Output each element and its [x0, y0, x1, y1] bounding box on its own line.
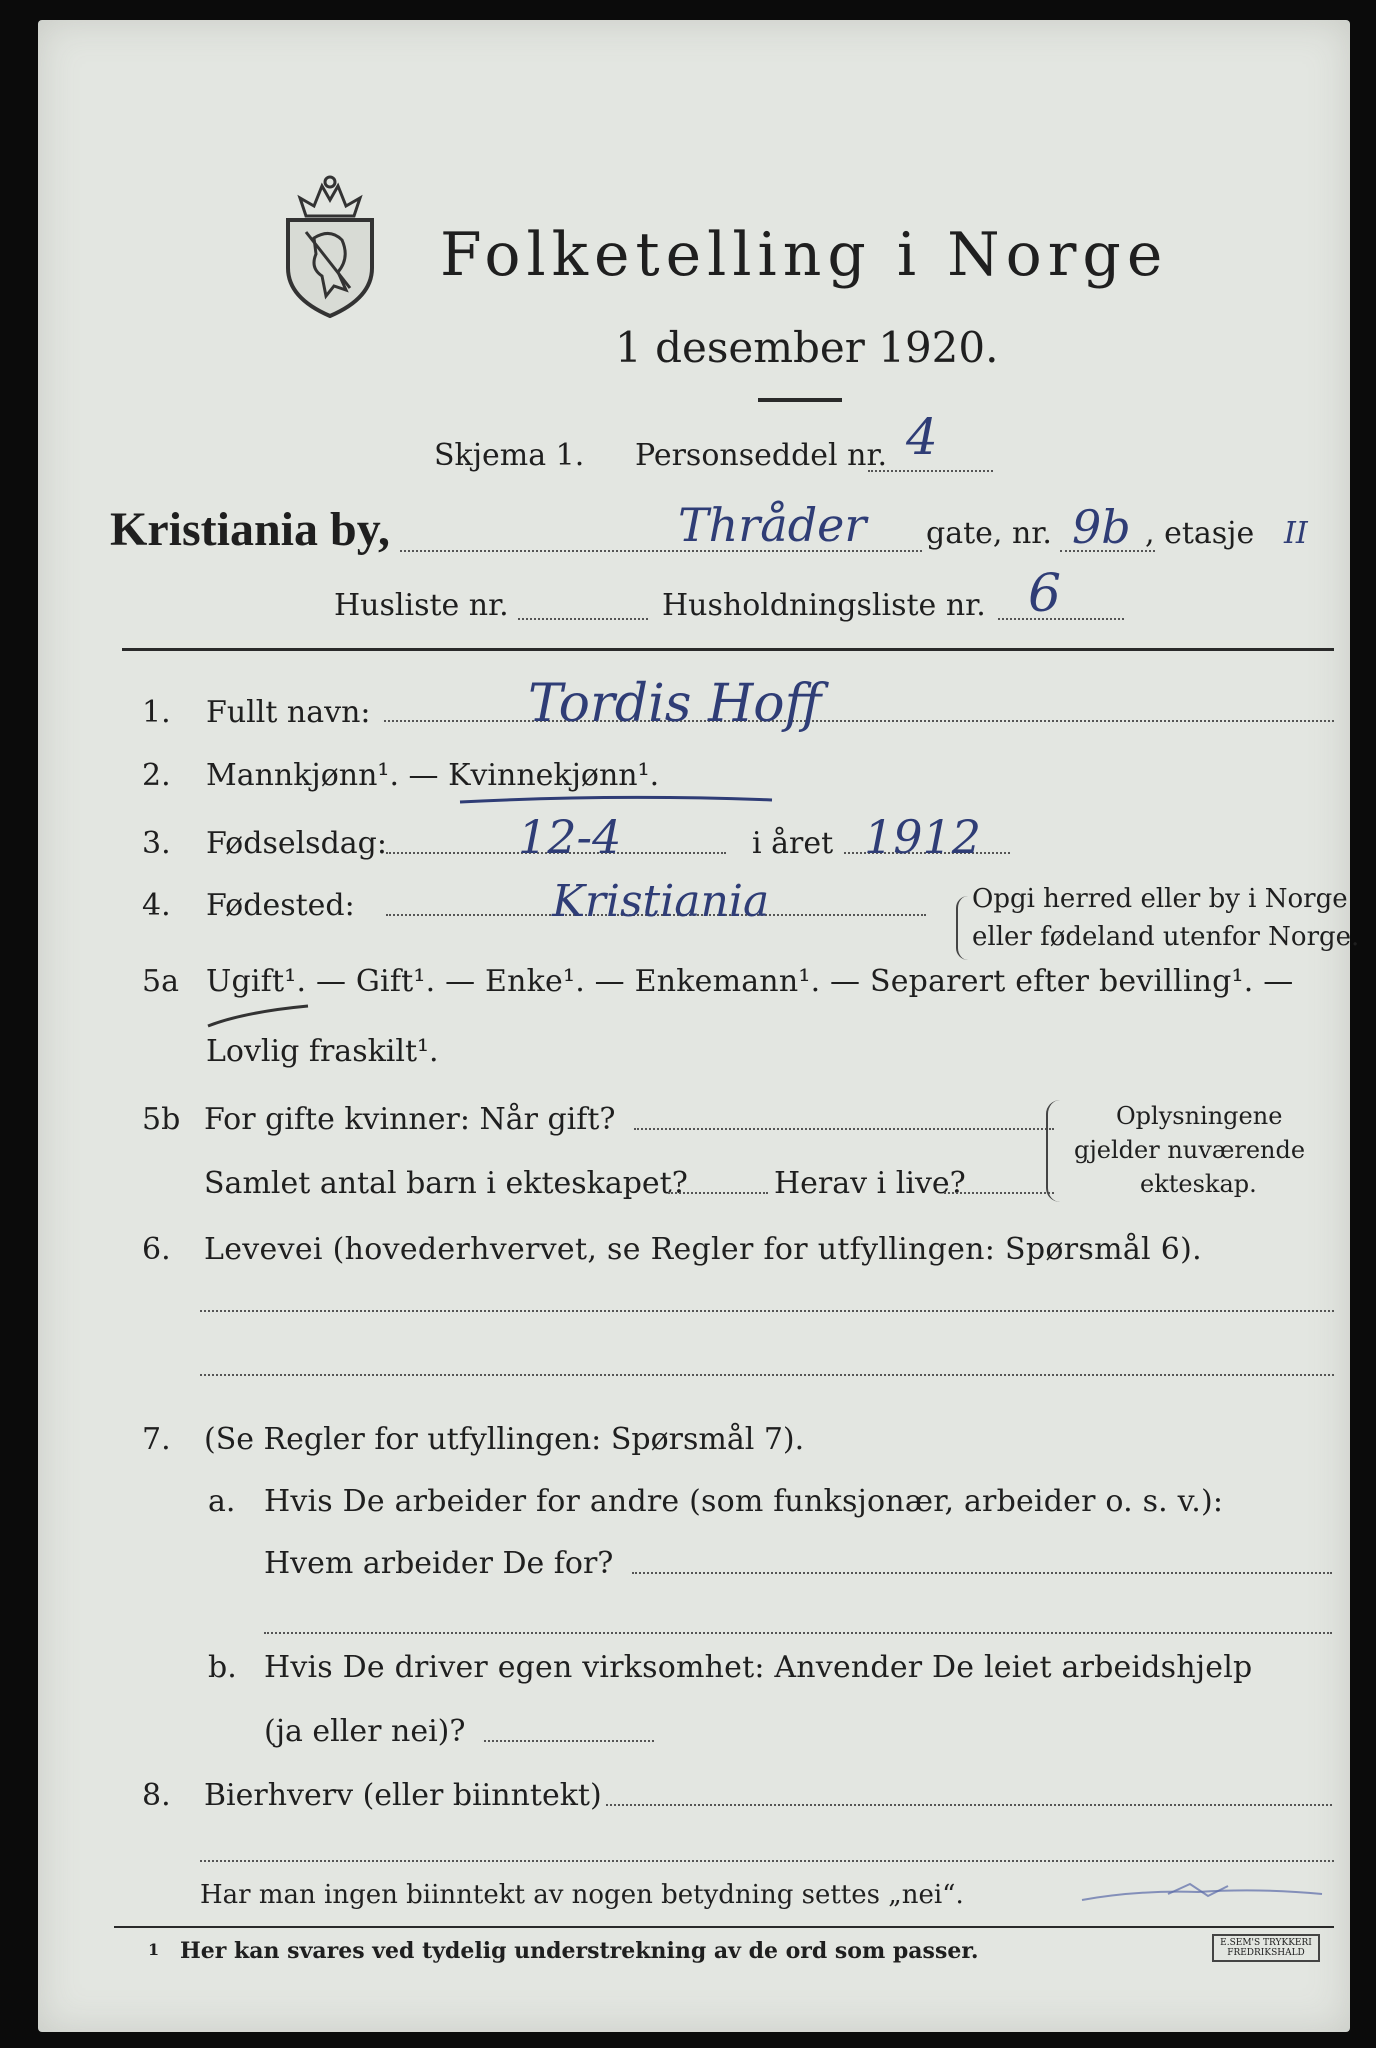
q7a-number: a.: [208, 1484, 236, 1519]
q5b-note-1: Oplysningene: [1116, 1102, 1283, 1130]
husliste-label: Husliste nr.: [334, 588, 509, 623]
q4-note-2: eller fødeland utenfor Norge.: [972, 922, 1360, 952]
q7b-line-2: (ja eller nei)?: [264, 1714, 466, 1749]
q5b-line-1: For gifte kvinner: Når gift?: [204, 1102, 616, 1137]
q3-label: Fødselsdag:: [206, 826, 387, 861]
coat-of-arms-icon: [276, 168, 384, 320]
q3-number: 3.: [142, 826, 171, 861]
q7b-answer-line: [484, 1740, 654, 1742]
q1-line: [384, 720, 1334, 722]
q8-line-2: [200, 1860, 1334, 1862]
husliste-line: [518, 618, 648, 620]
footnote-text: Her kan svares ved tydelig understrekning av de ord som passer.: [180, 1938, 979, 1964]
q6-number: 6.: [142, 1232, 171, 1267]
form-label: Skjema 1.: [434, 438, 585, 473]
section-divider: [122, 648, 1334, 651]
husholdning-value: 6: [1028, 564, 1062, 624]
gate-label: gate, nr.: [926, 516, 1052, 551]
footer-note: Har man ingen biinntekt av nogen betydning settes „nei“.: [200, 1880, 964, 1910]
q6-line-1: [200, 1310, 1334, 1312]
census-date: 1 desember 1920.: [615, 323, 999, 372]
kvinnekjonn-underline: [456, 792, 776, 812]
q8-number: 8.: [142, 1778, 171, 1813]
husholdning-label: Husholdningsliste nr.: [662, 588, 986, 623]
personseddel-label: Personseddel nr.: [635, 438, 888, 473]
birthplace-value: Kristiania: [552, 876, 770, 927]
q1-label: Fullt navn:: [206, 695, 371, 730]
q5a-line-2: Lovlig fraskilt¹.: [206, 1034, 439, 1069]
street-value: Thråder: [678, 498, 867, 552]
q7a-line-2: Hvem arbeider De for?: [264, 1546, 614, 1581]
q5b-number: 5b: [142, 1102, 181, 1137]
married-when-line: [634, 1128, 1054, 1130]
form-title: Folketelling i Norge: [440, 220, 1169, 290]
q6-label: Levevei (hovederhvervet, se Regler for utfyllingen: Spørsmål 6).: [204, 1232, 1202, 1267]
q7a-extra-line: [264, 1632, 1332, 1634]
street-number-value: 9b: [1072, 500, 1131, 554]
census-form: [38, 20, 1360, 2032]
q5b-note-2: gjelder nuværende: [1074, 1136, 1306, 1164]
q2-label: Mannkjønn¹. — Kvinnekjønn¹.: [206, 758, 660, 793]
printer-city: FREDRIKSHALD: [1227, 1948, 1305, 1958]
personseddel-value: 4: [906, 408, 938, 466]
q5b-line-2a: Samlet antal barn i ekteskapet?: [204, 1166, 688, 1201]
q7a-employer-line: [632, 1572, 1332, 1574]
q7-number: 7.: [142, 1422, 171, 1457]
q7-label: (Se Regler for utfyllingen: Spørsmål 7).: [204, 1422, 805, 1457]
title-divider: [758, 398, 842, 402]
footnote-mark: 1: [148, 1940, 160, 1959]
footer-divider: [114, 1926, 1334, 1928]
etasje-label: , etasje: [1145, 516, 1255, 551]
q8-line-1: [606, 1804, 1332, 1806]
q5a-number: 5a: [142, 964, 179, 999]
q4-brace: [956, 896, 968, 960]
q5a-line-1: Ugift¹. — Gift¹. — Enke¹. — Enkemann¹. — Separert efter bevilling¹. —: [206, 964, 1294, 999]
q1-number: 1.: [142, 695, 171, 730]
personseddel-line: [868, 470, 993, 472]
q8-label: Bierhverv (eller biinntekt): [204, 1778, 602, 1813]
printer-name: E.SEM'S TRYKKERI: [1220, 1938, 1312, 1948]
q4-label: Fødested:: [206, 888, 355, 923]
q2-number: 2.: [142, 758, 171, 793]
year-label: i året: [752, 826, 834, 861]
q6-line-2: [200, 1374, 1334, 1376]
q7b-number: b.: [208, 1650, 237, 1685]
ugift-underline: [204, 1002, 314, 1032]
q7b-line-1: Hvis De driver egen virksomhet: Anvender De leiet arbeidshjelp: [264, 1650, 1253, 1685]
alive-line: [944, 1192, 1054, 1194]
q5b-note-3: ekteskap.: [1140, 1170, 1257, 1198]
q5b-brace: [1046, 1100, 1060, 1202]
etasje-value: II: [1284, 516, 1308, 551]
printer-stamp: [1212, 1934, 1320, 1962]
children-line: [668, 1192, 768, 1194]
q7a-line-1: Hvis De arbeider for andre (som funksjonær, arbeider o. s. v.):: [264, 1484, 1224, 1519]
q4-number: 4.: [142, 888, 171, 923]
ink-scribble: [1078, 1870, 1328, 1910]
q4-note-1: Opgi herred eller by i Norge: [972, 884, 1348, 914]
birthdate-value: 12-4: [518, 810, 622, 864]
full-name-value: Tordis Hoff: [528, 674, 822, 734]
q5b-line-2b: Herav i live?: [774, 1166, 966, 1201]
city-label: Kristiania by,: [110, 503, 391, 556]
birth-year-value: 1912: [864, 810, 982, 864]
